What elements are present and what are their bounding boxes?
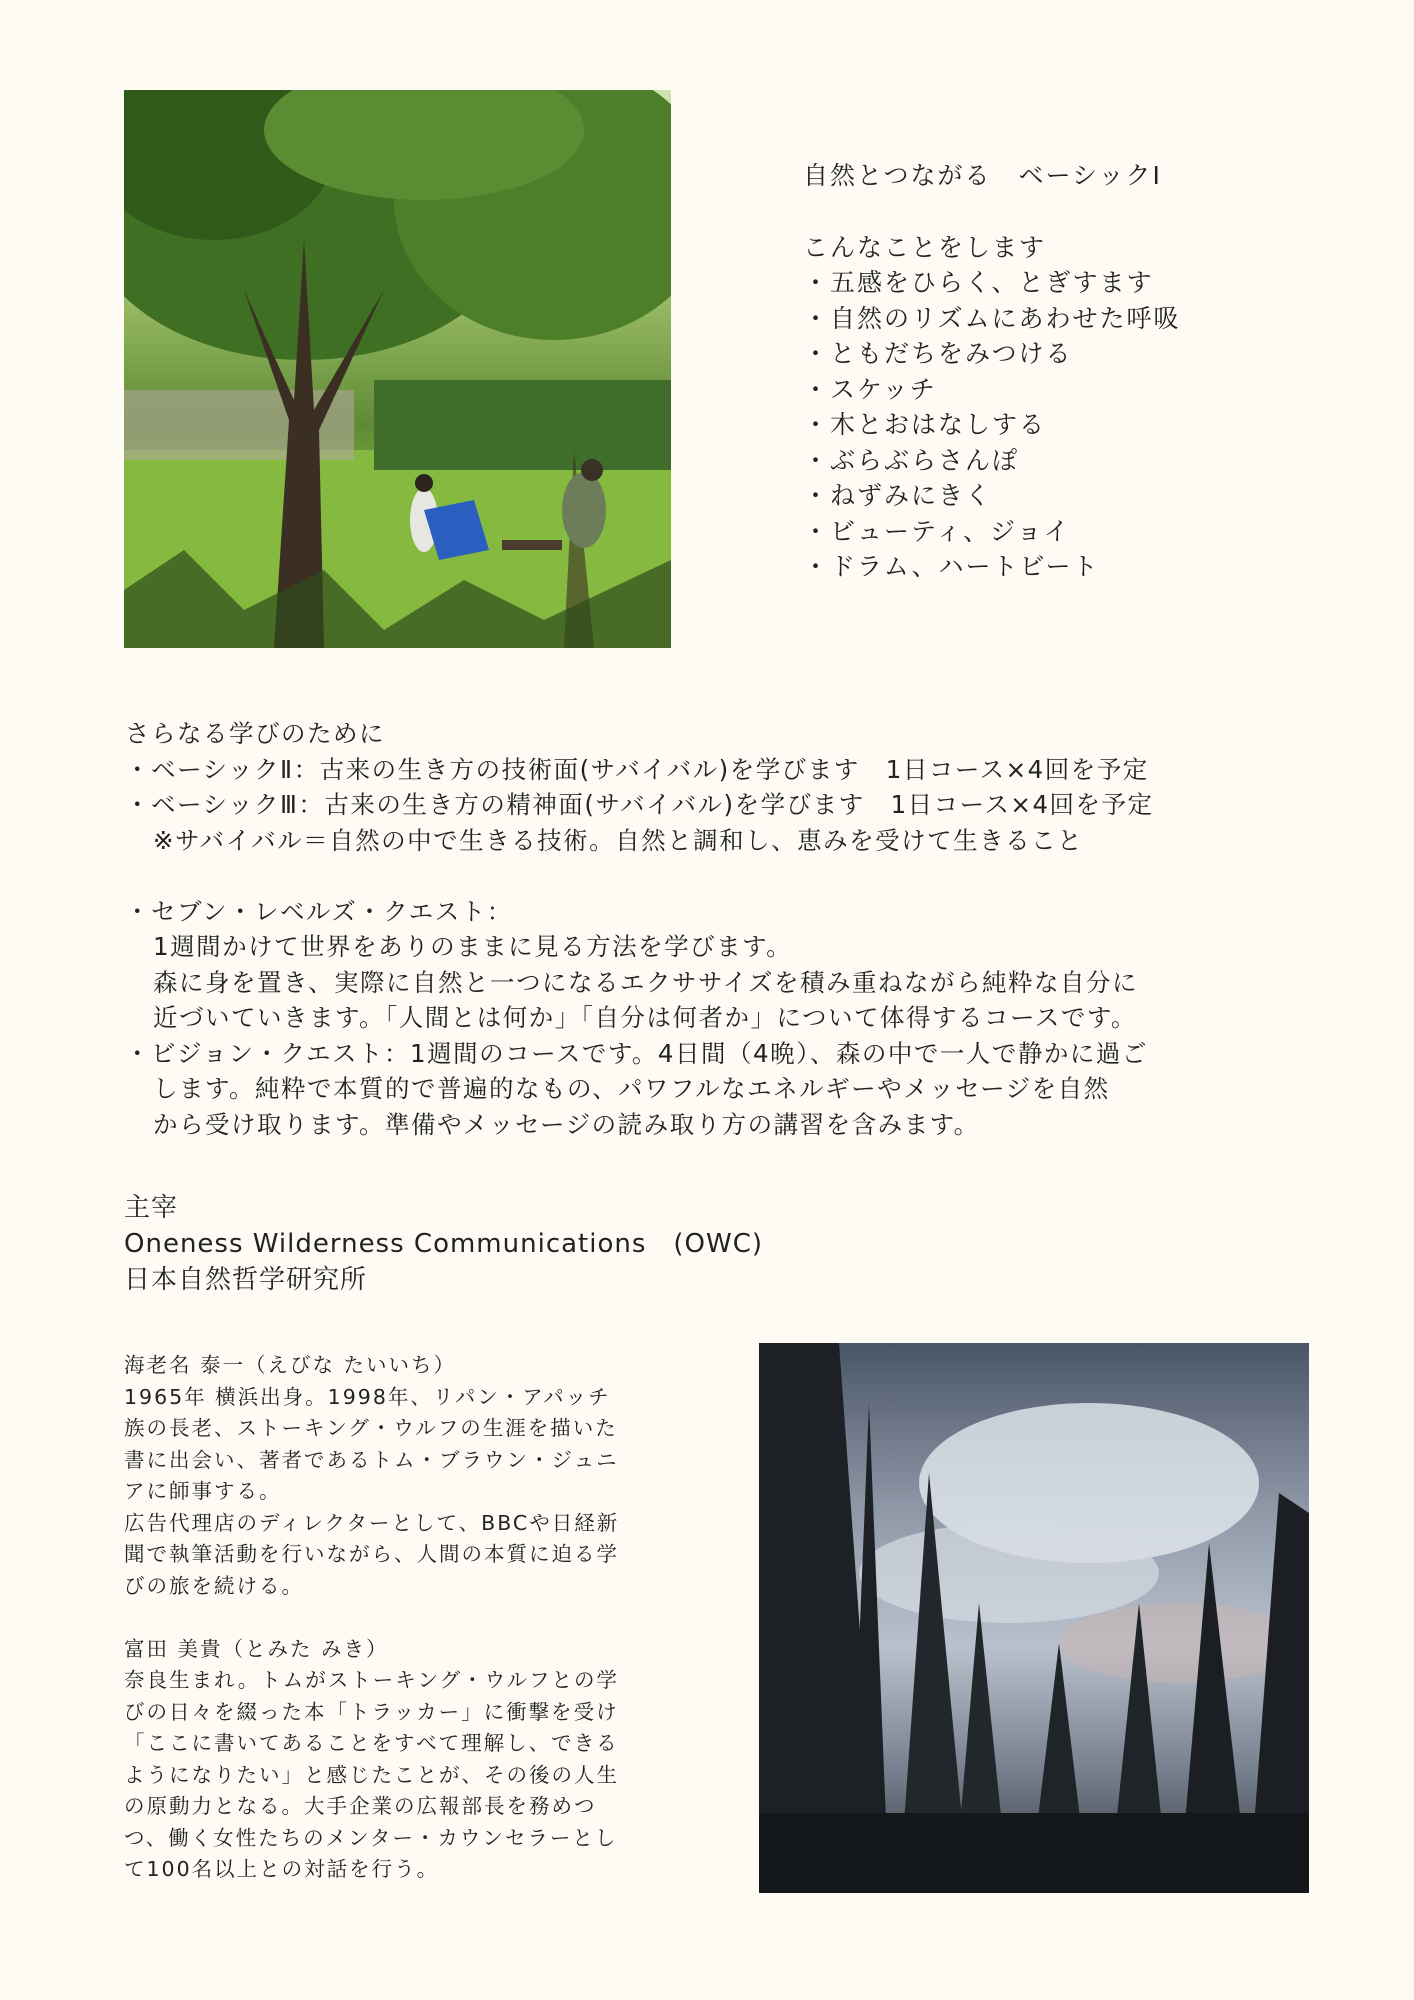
- profile-name: 海老名 泰一（えびな たいいち）: [124, 1353, 457, 1377]
- list-item: ・ともだちをみつける: [803, 339, 1073, 368]
- list-item: ・スケッチ: [803, 374, 937, 404]
- vision-quest-line: します。純粋で本質的で普遍的なもの、パワフルなエネルギーやメッセージを自然: [153, 1074, 1110, 1103]
- profile-line: びの旅を続ける。: [124, 1573, 304, 1598]
- basic2-description: ・ベーシックⅡ：古来の生き方の技術面(サバイバル)を学びます 1日コース×4回を予定: [125, 754, 1149, 784]
- basic-course-intro: [803, 158, 1283, 585]
- list-item: ・自然のリズムにあわせた呼吸: [803, 303, 1181, 333]
- profiles-section: [124, 1350, 684, 1886]
- profile-line: 奈良生まれ。トムがストーキング・ウルフとの学: [124, 1668, 619, 1692]
- profile-line: て100名以上との対話を行う。: [124, 1857, 440, 1881]
- host-org-institute: 日本自然哲学研究所: [124, 1265, 368, 1295]
- park-trees-photo: [124, 90, 671, 648]
- seven-levels-line: 森に身を置き、実際に自然と一つになるエクササイズを積み重ねながら純粋な自分に: [153, 967, 1139, 997]
- further-learning-section: [125, 716, 1305, 1142]
- profile-line: 「ここに書いてあることをすべて理解し、できる: [124, 1731, 619, 1755]
- list-item: ・木とおはなしする: [803, 410, 1047, 439]
- seven-levels-line: 近づいていきます。「人間とは何か」「自分は何者か」について体得するコースです。: [153, 1003, 1137, 1032]
- seven-levels-line: 1週間かけて世界をありのままに見る方法を学びます。: [153, 932, 793, 961]
- course-subtitle: こんなことをします: [803, 232, 1047, 262]
- profile-line: アに師事する。: [124, 1479, 282, 1503]
- list-item: ・五感をひらく、とぎすます: [803, 268, 1154, 297]
- course-title: 自然とつながる ベーシックⅠ: [803, 161, 1162, 190]
- profile-line: 聞で執筆活動を行いながら、人間の本質に迫る学: [124, 1542, 619, 1566]
- host-label: 主宰: [124, 1193, 179, 1223]
- profile-line: ようになりたい」と感じたことが、その後の人生: [124, 1762, 619, 1787]
- profile-line: 広告代理店のディレクターとして、BBCや日経新: [124, 1510, 620, 1535]
- list-item: ・ビューティ、ジョイ: [803, 516, 1071, 546]
- profile-line: 書に出会い、著者であるトム・ブラウン・ジュニ: [124, 1447, 619, 1472]
- list-item: ・ねずみにきく: [803, 481, 993, 510]
- profile-line: の原動力となる。大手企業の広報部長を務めつ: [124, 1794, 597, 1818]
- survival-note: ※サバイバル＝自然の中で生きる技術。自然と調和し、恵みを受けて生きること: [153, 825, 1084, 855]
- profile-line: つ、働く女性たちのメンター・カウンセラーとし: [124, 1825, 618, 1850]
- profile-line: 族の長老、ストーキング・ウルフの生涯を描いた: [124, 1416, 618, 1440]
- profile-line: びの日々を綴った本「トラッカー」に衝撃を受け: [124, 1699, 619, 1724]
- further-heading: さらなる学びのために: [125, 719, 385, 748]
- list-item: ・ぶらぶらさんぽ: [803, 445, 1020, 475]
- profile-name: 富田 美貴（とみた みき）: [124, 1636, 389, 1661]
- list-item: ・ドラム、ハートビート: [803, 552, 1100, 581]
- vision-quest-title: ・ビジョン・クエスト：1週間のコースです。4日間（4晩）、森の中で一人で静かに過ご: [125, 1038, 1148, 1068]
- host-org-owc: Oneness Wilderness Communications (OWC): [124, 1229, 764, 1259]
- basic3-description: ・ベーシックⅢ：古来の生き方の精神面(サバイバル)を学びます 1日コース×4回を予定: [125, 790, 1154, 819]
- host-section: [124, 1190, 824, 1298]
- vision-quest-line: から受け取ります。準備やメッセージの読み取り方の講習を含みます。: [153, 1109, 980, 1139]
- forest-sky-photo: [759, 1343, 1309, 1893]
- profile-line: 1965年 横浜出身。1998年、リパン・アパッチ: [124, 1384, 611, 1409]
- seven-levels-title: ・セブン・レベルズ・クエスト：: [125, 896, 513, 926]
